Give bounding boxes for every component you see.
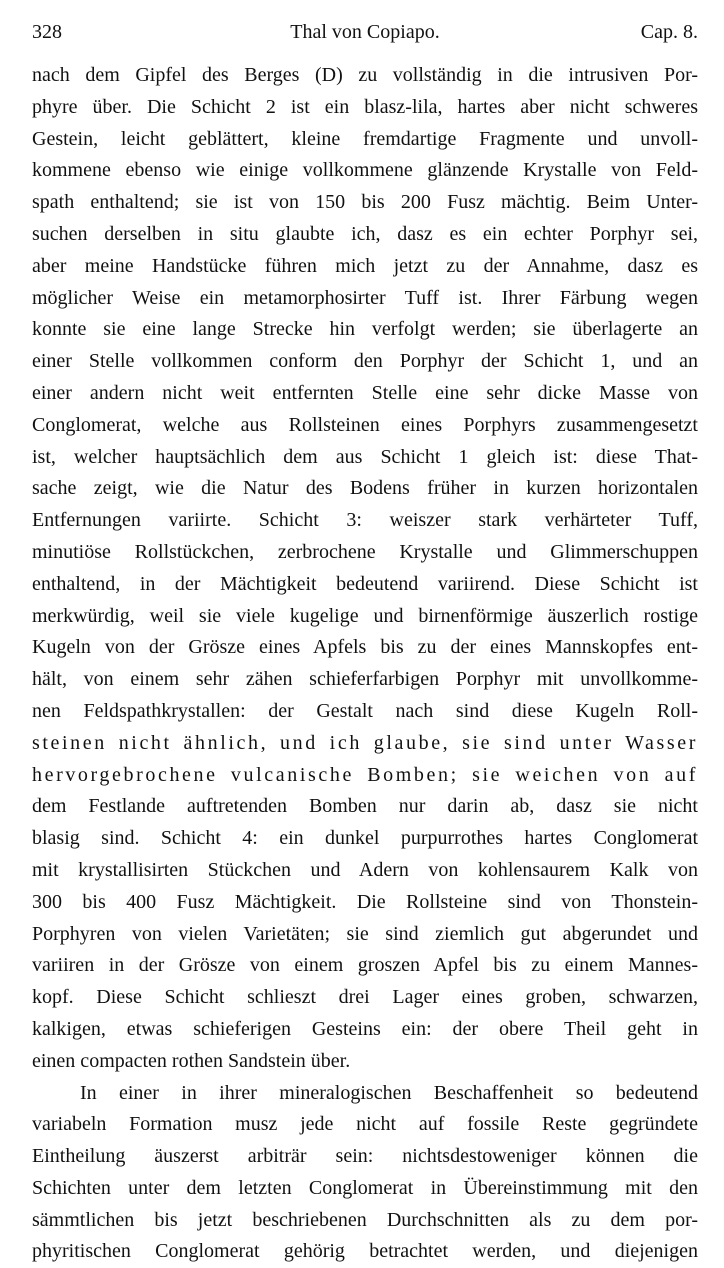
text-line: dem Festlande auftretenden Bomben nur darin ab, dasz sie nicht <box>32 791 698 823</box>
paragraph-2 <box>32 1078 698 1268</box>
text-line: blasig sind. Schicht 4: ein dunkel purpurrothes hartes Conglomerat <box>32 823 698 855</box>
text-line-spaced: steinen nicht ähnlich, und ich glaube, sie sind unter Wasser <box>32 728 698 760</box>
text-line: variabeln Formation musz jede nicht auf fossile Reste gegründete <box>32 1109 698 1141</box>
text-line: spath enthaltend; sie ist von 150 bis 200 Fusz mächtig. Beim Unter- <box>32 187 698 219</box>
text-line: phyritischen Conglomerat gehörig betrachtet werden, und diejenigen <box>32 1236 698 1268</box>
text-line: Entfernungen variirte. Schicht 3: weiszer stark verhärteter Tuff, <box>32 505 698 537</box>
text-line: Kugeln von der Grösze eines Apfels bis zu der eines Mannskopfes ent- <box>32 632 698 664</box>
text-line: minutiöse Rollstückchen, zerbrochene Krystalle und Glimmerschuppen <box>32 537 698 569</box>
text-line: suchen derselben in situ glaubte ich, dasz es ein echter Porphyr sei, <box>32 219 698 251</box>
text-line: aber meine Handstücke führen mich jetzt zu der Annahme, dasz es <box>32 251 698 283</box>
text-line: 300 bis 400 Fusz Mächtigkeit. Die Rollsteine sind von Thonstein- <box>32 887 698 919</box>
page-body <box>32 60 698 1268</box>
text-line: enthaltend, in der Mächtigkeit bedeutend variirend. Diese Schicht ist <box>32 569 698 601</box>
text-line: mit krystallisirten Stückchen und Adern von kohlensaurem Kalk von <box>32 855 698 887</box>
text-line: nach dem Gipfel des Berges (D) zu vollständig in die intrusiven Por- <box>32 60 698 92</box>
text-line: Conglomerat, welche aus Rollsteinen eines Porphyrs zusammengesetzt <box>32 410 698 442</box>
text-line: Eintheilung äuszerst arbiträr sein: nichtsdestoweniger können die <box>32 1141 698 1173</box>
text-line: Schichten unter dem letzten Conglomerat in Übereinstimmung mit den <box>32 1173 698 1205</box>
text-line: kommene ebenso wie einige vollkommene glänzende Krystalle von Feld- <box>32 155 698 187</box>
text-line: Gestein, leicht geblättert, kleine fremdartige Fragmente und unvoll- <box>32 124 698 156</box>
running-title: Thal von Copiapo. <box>32 14 698 50</box>
text-line-spaced: hervorgebrochene vulcanische Bomben; sie weichen von auf <box>32 760 698 792</box>
text-line: sache zeigt, wie die Natur des Bodens früher in kurzen horizontalen <box>32 473 698 505</box>
text-line: einer Stelle vollkommen conform den Porphyr der Schicht 1, und an <box>32 346 698 378</box>
text-line: einer andern nicht weit entfernten Stelle eine sehr dicke Masse von <box>32 378 698 410</box>
text-line: sämmtlichen bis jetzt beschriebenen Durchschnitten als zu dem por- <box>32 1205 698 1237</box>
paragraph-1 <box>32 60 698 1078</box>
page-number: 328 <box>32 14 62 50</box>
text-line: ist, welcher hauptsächlich dem aus Schicht 1 gleich ist: diese That- <box>32 442 698 474</box>
running-header <box>32 14 698 50</box>
text-line: hält, von einem sehr zähen schieferfarbigen Porphyr mit unvollkomme- <box>32 664 698 696</box>
chapter-label: Cap. 8. <box>641 14 698 50</box>
text-line: In einer in ihrer mineralogischen Beschaffenheit so bedeutend <box>32 1078 698 1110</box>
text-line: phyre über. Die Schicht 2 ist ein blasz-lila, hartes aber nicht schweres <box>32 92 698 124</box>
text-line: nen Feldspathkrystallen: der Gestalt nach sind diese Kugeln Roll- <box>32 696 698 728</box>
text-line: konnte sie eine lange Strecke hin verfolgt werden; sie überlagerte an <box>32 314 698 346</box>
text-line: Porphyren von vielen Varietäten; sie sind ziemlich gut abgerundet und <box>32 919 698 951</box>
text-line: kalkigen, etwas schieferigen Gesteins ein: der obere Theil geht in <box>32 1014 698 1046</box>
text-line: merkwürdig, weil sie viele kugelige und birnenförmige äuszerlich rostige <box>32 601 698 633</box>
text-line: kopf. Diese Schicht schlieszt drei Lager eines groben, schwarzen, <box>32 982 698 1014</box>
text-line: möglicher Weise ein metamorphosirter Tuff ist. Ihrer Färbung wegen <box>32 283 698 315</box>
text-line: einen compacten rothen Sandstein über. <box>32 1046 698 1078</box>
text-line: variiren in der Grösze von einem groszen Apfel bis zu einem Mannes- <box>32 950 698 982</box>
